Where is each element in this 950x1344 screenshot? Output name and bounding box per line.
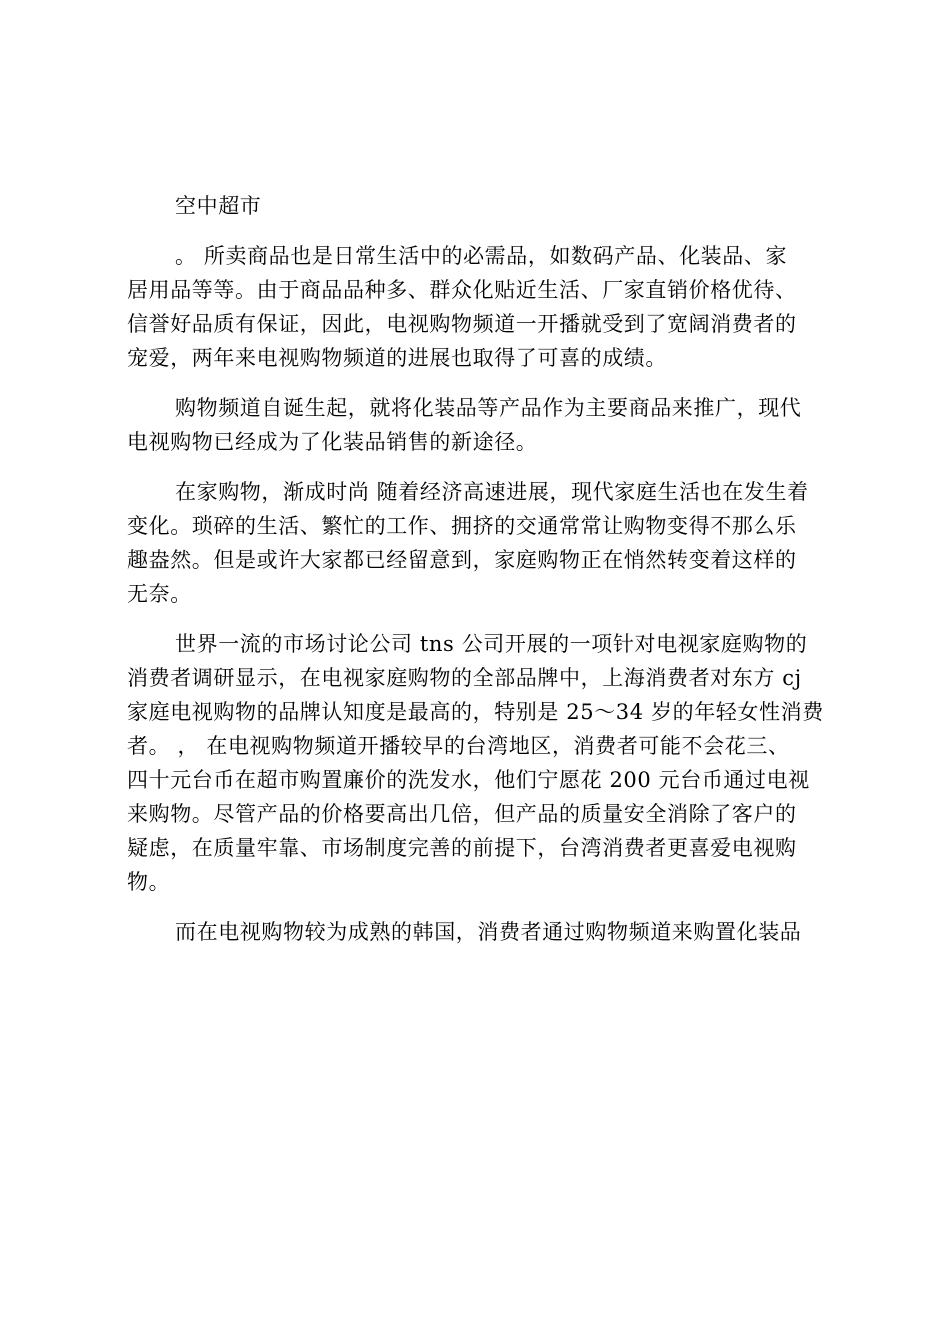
text-line: 疑虑，在质量牢靠、市场制度完善的前提下，台湾消费者更喜爱电视购	[127, 836, 797, 860]
text-line: 家庭电视购物的品牌认知度是最高的，特别是 25～34 岁的年轻女性消费	[127, 700, 824, 724]
text-line: 变化。琐碎的生活、繁忙的工作、拥挤的交通常常让购物变得不那么乐	[127, 514, 797, 538]
text-line: 消费者调研显示，在电视家庭购物的全部品牌中，上海消费者对东方 cj	[127, 666, 802, 690]
text-line: 四十元台币在超市购置廉价的洗发水，他们宁愿花 200 元台币通过电视	[127, 768, 810, 792]
text-line: 世界一流的市场讨论公司 tns 公司开展的一项针对电视家庭购物的	[175, 632, 808, 656]
text-line: 物。	[127, 870, 171, 894]
text-line: 宠爱，两年来电视购物频道的进展也取得了可喜的成绩。	[127, 346, 667, 370]
text-line: 空中超市	[175, 194, 262, 218]
text-line: 而在电视购物较为成熟的韩国，消费者通过购物频道来购置化装品	[175, 920, 802, 944]
text-line: 信誉好品质有保证，因此，电视购物频道一开播就受到了宽阔消费者的	[127, 312, 797, 336]
text-line: 无奈。	[127, 582, 192, 606]
text-line: 。 所卖商品也是日常生活中的必需品，如数码产品、化装品、家	[175, 244, 788, 268]
text-line: 来购物。尽管产品的价格要高出几倍，但产品的质量安全消除了客户的	[127, 802, 797, 826]
text-line: 趣盎然。但是或许大家都已经留意到，家庭购物正在悄然转变着这样的	[127, 548, 797, 572]
text-line: 电视购物已经成为了化装品销售的新途径。	[127, 430, 538, 454]
text-line: 者。 ， 在电视购物频道开播较早的台湾地区，消费者可能不会花三、	[127, 734, 790, 758]
text-line: 购物频道自诞生起，就将化装品等产品作为主要商品来推广，现代	[175, 396, 802, 420]
text-line: 在家购物，渐成时尚 随着经济高速进展，现代家庭生活也在发生着	[175, 480, 809, 504]
text-line: 居用品等等。由于商品品种多、群众化贴近生活、厂家直销价格优待、	[127, 278, 797, 302]
document-body	[127, 189, 837, 949]
